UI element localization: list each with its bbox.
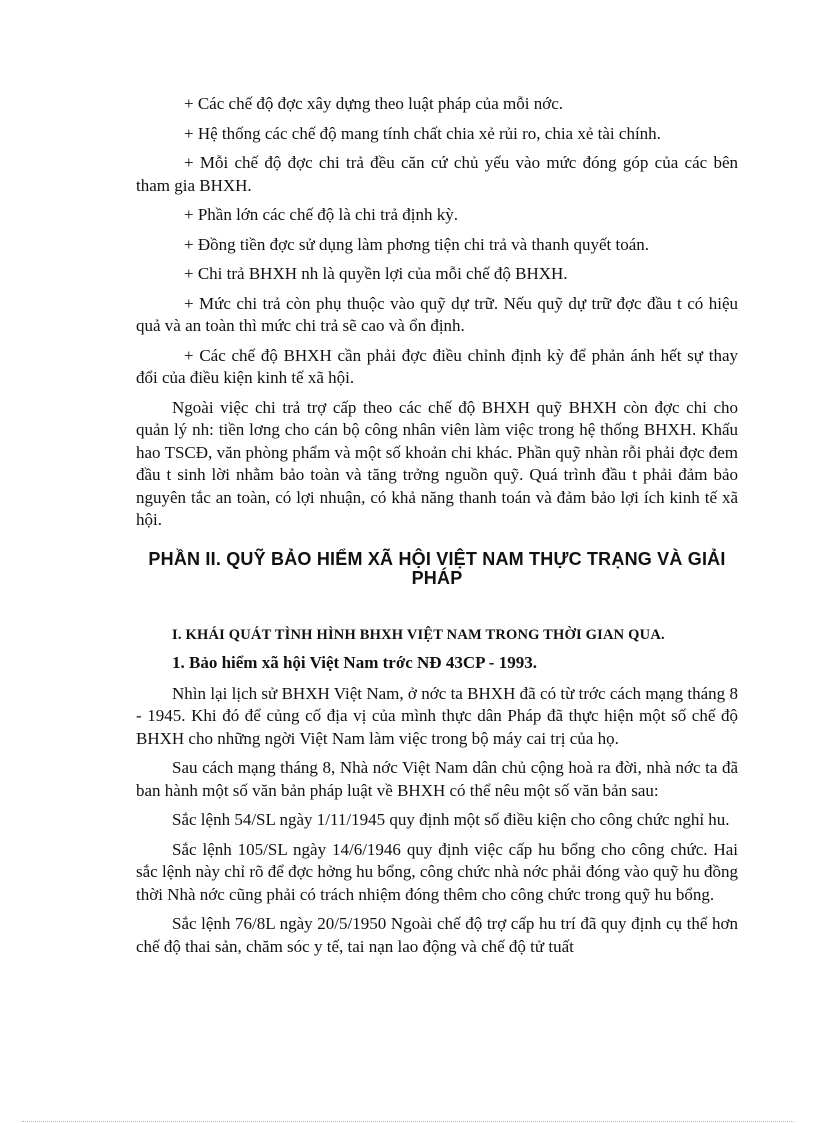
paragraph: Sắc lệnh 54/SL ngày 1/11/1945 quy định một số điều kiện cho công chức nghỉ hu. — [172, 810, 730, 829]
heading-level-1: I. KHÁI QUÁT TÌNH HÌNH BHXH VIỆT NAM TRONG THỜI GIAN QUA. — [172, 626, 665, 643]
document-body — [136, 93, 738, 965]
section-title: PHẦN II. QUỸ BẢO HIỂM XÃ HỘI VIỆT NAM THỰC TRẠNG VÀ GIẢI PHÁP — [148, 548, 726, 588]
bullet-item: + Mức chi trả còn phụ thuộc vào quỹ dự trữ. Nếu quỹ dự trữ đợc đầu t có hiệu quả và an toàn thì mức chi trả sẽ cao và ổn định. — [136, 293, 738, 335]
bullet-item: + Các chế độ BHXH cần phải đợc điều chỉnh định kỳ để phản ánh hết sự thay đổi của điều kiện kinh tế xã hội. — [136, 345, 738, 387]
paragraph-fund-expenses: Ngoài việc chi trả trợ cấp theo các chế độ BHXH quỹ BHXH còn đợc chi cho quản lý nh: tiền lơng cho cán bộ công nhân viên làm việc trong hệ thống BHXH. Khấu hao TSCĐ, văn phòng phẩm và một số khoản chi khác. Phần quỹ nhàn rỗi phải đợc đem đầu t sinh lời nhằm bảo toàn và tăng trởng nguồn quỹ. Quá trình đầu t phải đảm bảo nguyên tắc an toàn, có lợi nhuận, có khả năng thanh toán và đảm bảo lợi ích kinh tế xã hội. — [136, 397, 738, 529]
paragraph: Sau cách mạng tháng 8, Nhà nớc Việt Nam dân chủ cộng hoà ra đời, nhà nớc ta đã ban hành một số văn bản pháp luật về BHXH có thể nêu một số văn bản sau: — [136, 758, 738, 800]
page-bottom-rule — [22, 1121, 794, 1122]
bullet-item: + Đồng tiền đợc sử dụng làm phơng tiện chi trả và thanh quyết toán. — [184, 234, 649, 254]
paragraph: Sắc lệnh 105/SL ngày 14/6/1946 quy định việc cấp hu bổng cho công chức. Hai sắc lệnh này chỉ rõ để đợc hởng hu bổng, công chức nhà nớc phải đóng vào quỹ hu đồng thời Nhà nớc cũng phải có trách nhiệm đóng thêm cho công chức trong quỹ hu bổng. — [136, 839, 738, 904]
bullet-item: + Các chế độ đợc xây dựng theo luật pháp của mỗi nớc. — [184, 94, 564, 113]
paragraph: Sắc lệnh 76/8L ngày 20/5/1950 Ngoài chế độ trợ cấp hu trí đã quy định cụ thể hơn chế độ thai sản, chăm sóc y tế, tai nạn lao động và chế độ tử tuất — [136, 914, 738, 956]
bullet-item: + Mỗi chế độ đợc chi trả đều căn cứ chủ yếu vào mức đóng góp của các bên tham gia BHXH. — [136, 153, 738, 195]
bullet-item: + Phần lớn các chế độ là chi trả định kỳ. — [184, 205, 458, 224]
bullet-item: + Chi trả BHXH nh là quyền lợi của mỗi chế độ BHXH. — [184, 264, 568, 283]
paragraph: Nhìn lại lịch sử BHXH Việt Nam, ở nớc ta BHXH đã có từ trớc cách mạng tháng 8 - 1945. Khi đó để củng cố địa vị của mình thực dân Pháp đã thực hiện một số chế độ BHXH cho những ngời Việt Nam làm việc trong bộ máy cai trị của họ. — [136, 683, 738, 748]
heading-level-2: 1. Bảo hiểm xã hội Việt Nam trớc NĐ 43CP - 1993. — [172, 653, 537, 672]
bullet-item: + Hệ thống các chế độ mang tính chất chia xẻ rủi ro, chia xẻ tài chính. — [184, 123, 661, 143]
